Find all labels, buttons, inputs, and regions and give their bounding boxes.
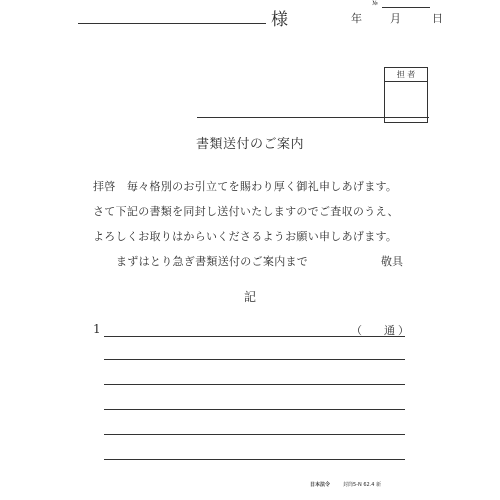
stamp-box-label: 担 者 <box>385 68 427 82</box>
ki-heading: 記 <box>243 290 256 304</box>
body-line-2: さて下記の書類を同封し送付いたしますのでご査収のうえ、 <box>93 205 399 218</box>
body-line-4: まずはとり急ぎ書類送付のご案内まで <box>116 255 309 268</box>
recipient-suffix: 様 <box>271 10 288 30</box>
ruled-line <box>104 359 405 360</box>
document-title: 書類送付のご案内 <box>195 137 304 152</box>
number-label: № <box>372 0 378 7</box>
form-code: 封筒5-N 62.4 新 <box>343 482 382 488</box>
closing-keigu: 敬具 <box>381 255 403 268</box>
item-paren-open: （ <box>351 324 362 337</box>
sender-name-line <box>197 117 429 118</box>
body-line-3: よろしくお取りはからいくださるようお願い申しあげます。 <box>93 230 398 243</box>
recipient-name-line <box>78 23 266 24</box>
date-year-label: 年 <box>351 12 362 25</box>
date-day-label: 日 <box>432 12 443 25</box>
ruled-line <box>104 384 405 385</box>
ruled-line <box>104 459 405 460</box>
item-paren-close: ） <box>398 324 409 337</box>
body-line-1: 拝啓 毎々格別のお引立てを賜わり厚く御礼申しあげます。 <box>93 180 398 193</box>
item-number: 1 <box>93 322 101 336</box>
date-month-label: 月 <box>390 12 401 25</box>
ruled-line <box>104 409 405 410</box>
item-count-unit: 通 <box>384 324 395 337</box>
ruled-line <box>104 434 405 435</box>
publisher-brand: 日本法令 <box>310 482 331 488</box>
number-line <box>382 7 430 8</box>
stamp-box <box>384 67 428 123</box>
